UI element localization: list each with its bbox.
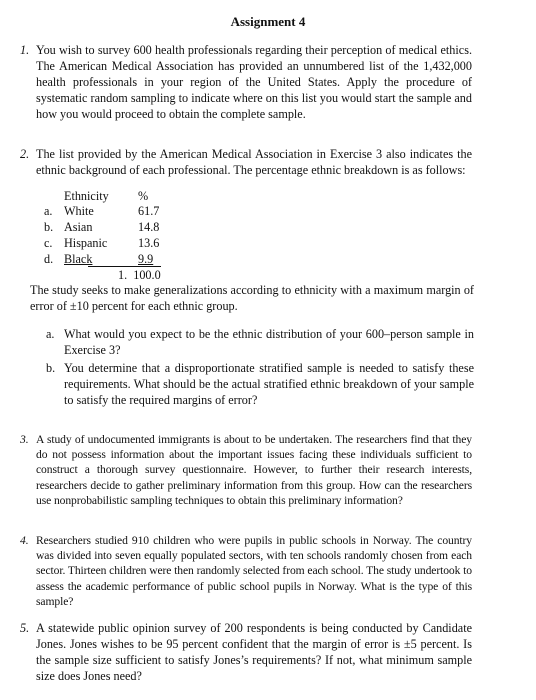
question-number: 4. xyxy=(20,534,29,547)
subquestion-b xyxy=(46,360,474,408)
question-text: A study of undocumented immigrants is about to be undertaken. The researchers find that they do not possess information about the important issues facing these individuals sufficient to construct a thorough survey questionnaire. However, to further their research interests, researchers decide to gather preliminary information from this group. How can the researchers use nonprobabilistic sampling techniques to obtain this preliminary information? xyxy=(36,433,472,507)
question-number: 3. xyxy=(20,433,29,446)
subquestion-text: You determine that a disproportionate stratified sample is needed to satisfy these requirements. What should be the actual stratified ethnic breakdown of your sample to satisfy the required margins of error? xyxy=(64,361,474,407)
question-5 xyxy=(20,620,472,684)
header-percent: % xyxy=(138,189,149,203)
row-ethnicity: Hispanic xyxy=(64,236,108,250)
page-title: Assignment 4 xyxy=(230,14,306,29)
row-ethnicity: White xyxy=(64,204,94,218)
question-text: You wish to survey 600 health professionals regarding their perception of medical ethics. The American Medical Association has provided an unnumbered list of the 1,432,000 health professionals in your region of the United States. Apply the procedure of systematic random sampling to indicate where on this list you would start the sample and how you would proceed to obtain the complete sample. xyxy=(36,43,472,121)
row-percent: 14.8 xyxy=(138,220,160,234)
row-letter: a. xyxy=(44,204,53,218)
question-number: 2. xyxy=(20,147,30,161)
subquestion-letter: b. xyxy=(46,361,56,375)
question-4 xyxy=(20,533,472,609)
question-2 xyxy=(20,146,472,178)
question-text: Researchers studied 910 children who were pupils in public schools in Norway. The country was divided into seven equally populated sectors, with ten schools randomly chosen from each sector. Thirteen children were then randomly selected from each school. The study undertook to assess the academic performance of public school pupils in Norway. What is the type of this sample? xyxy=(36,534,472,608)
row-letter: c. xyxy=(44,236,53,250)
header-ethnicity: Ethnicity xyxy=(64,189,109,203)
subquestion-letter: a. xyxy=(46,327,55,341)
row-percent: 61.7 xyxy=(138,204,160,218)
row-letter: b. xyxy=(44,220,54,234)
row-letter: d. xyxy=(44,252,54,266)
subquestion-a xyxy=(46,326,474,358)
question-number: 5. xyxy=(20,621,30,635)
ethnicity-table xyxy=(36,188,236,280)
subquestion-text: What would you expect to be the ethnic distribution of your 600–person sample in Exercise 3? xyxy=(64,327,474,357)
question-text: A statewide public opinion survey of 200 respondents is being conducted by Candidate Jones. Jones wishes to be 95 percent confident that the margin of error is ±5 percent. Is the sample size sufficient to satisfy Jones’s requirements? If not, what minimum sample size does Jones need? xyxy=(36,621,472,683)
question-1 xyxy=(20,42,472,122)
question-3 xyxy=(20,432,472,508)
total-value: 1. 100.0 xyxy=(118,268,161,282)
row-ethnicity: Black xyxy=(64,252,93,266)
question-number: 1. xyxy=(20,43,30,57)
question-2-followup xyxy=(30,282,474,314)
row-percent: 9.9 xyxy=(138,252,154,266)
question-text: The list provided by the American Medical Association in Exercise 3 also indicates the ethnic background of each professional. The percentage ethnic breakdown is as follows: xyxy=(36,147,472,177)
table-total xyxy=(118,267,161,283)
row-ethnicity: Asian xyxy=(64,220,93,234)
followup-text: The study seeks to make generalizations according to ethnicity with a maximum margin of error of ±10 percent for each ethnic group. xyxy=(30,283,474,313)
row-percent: 13.6 xyxy=(138,236,160,250)
